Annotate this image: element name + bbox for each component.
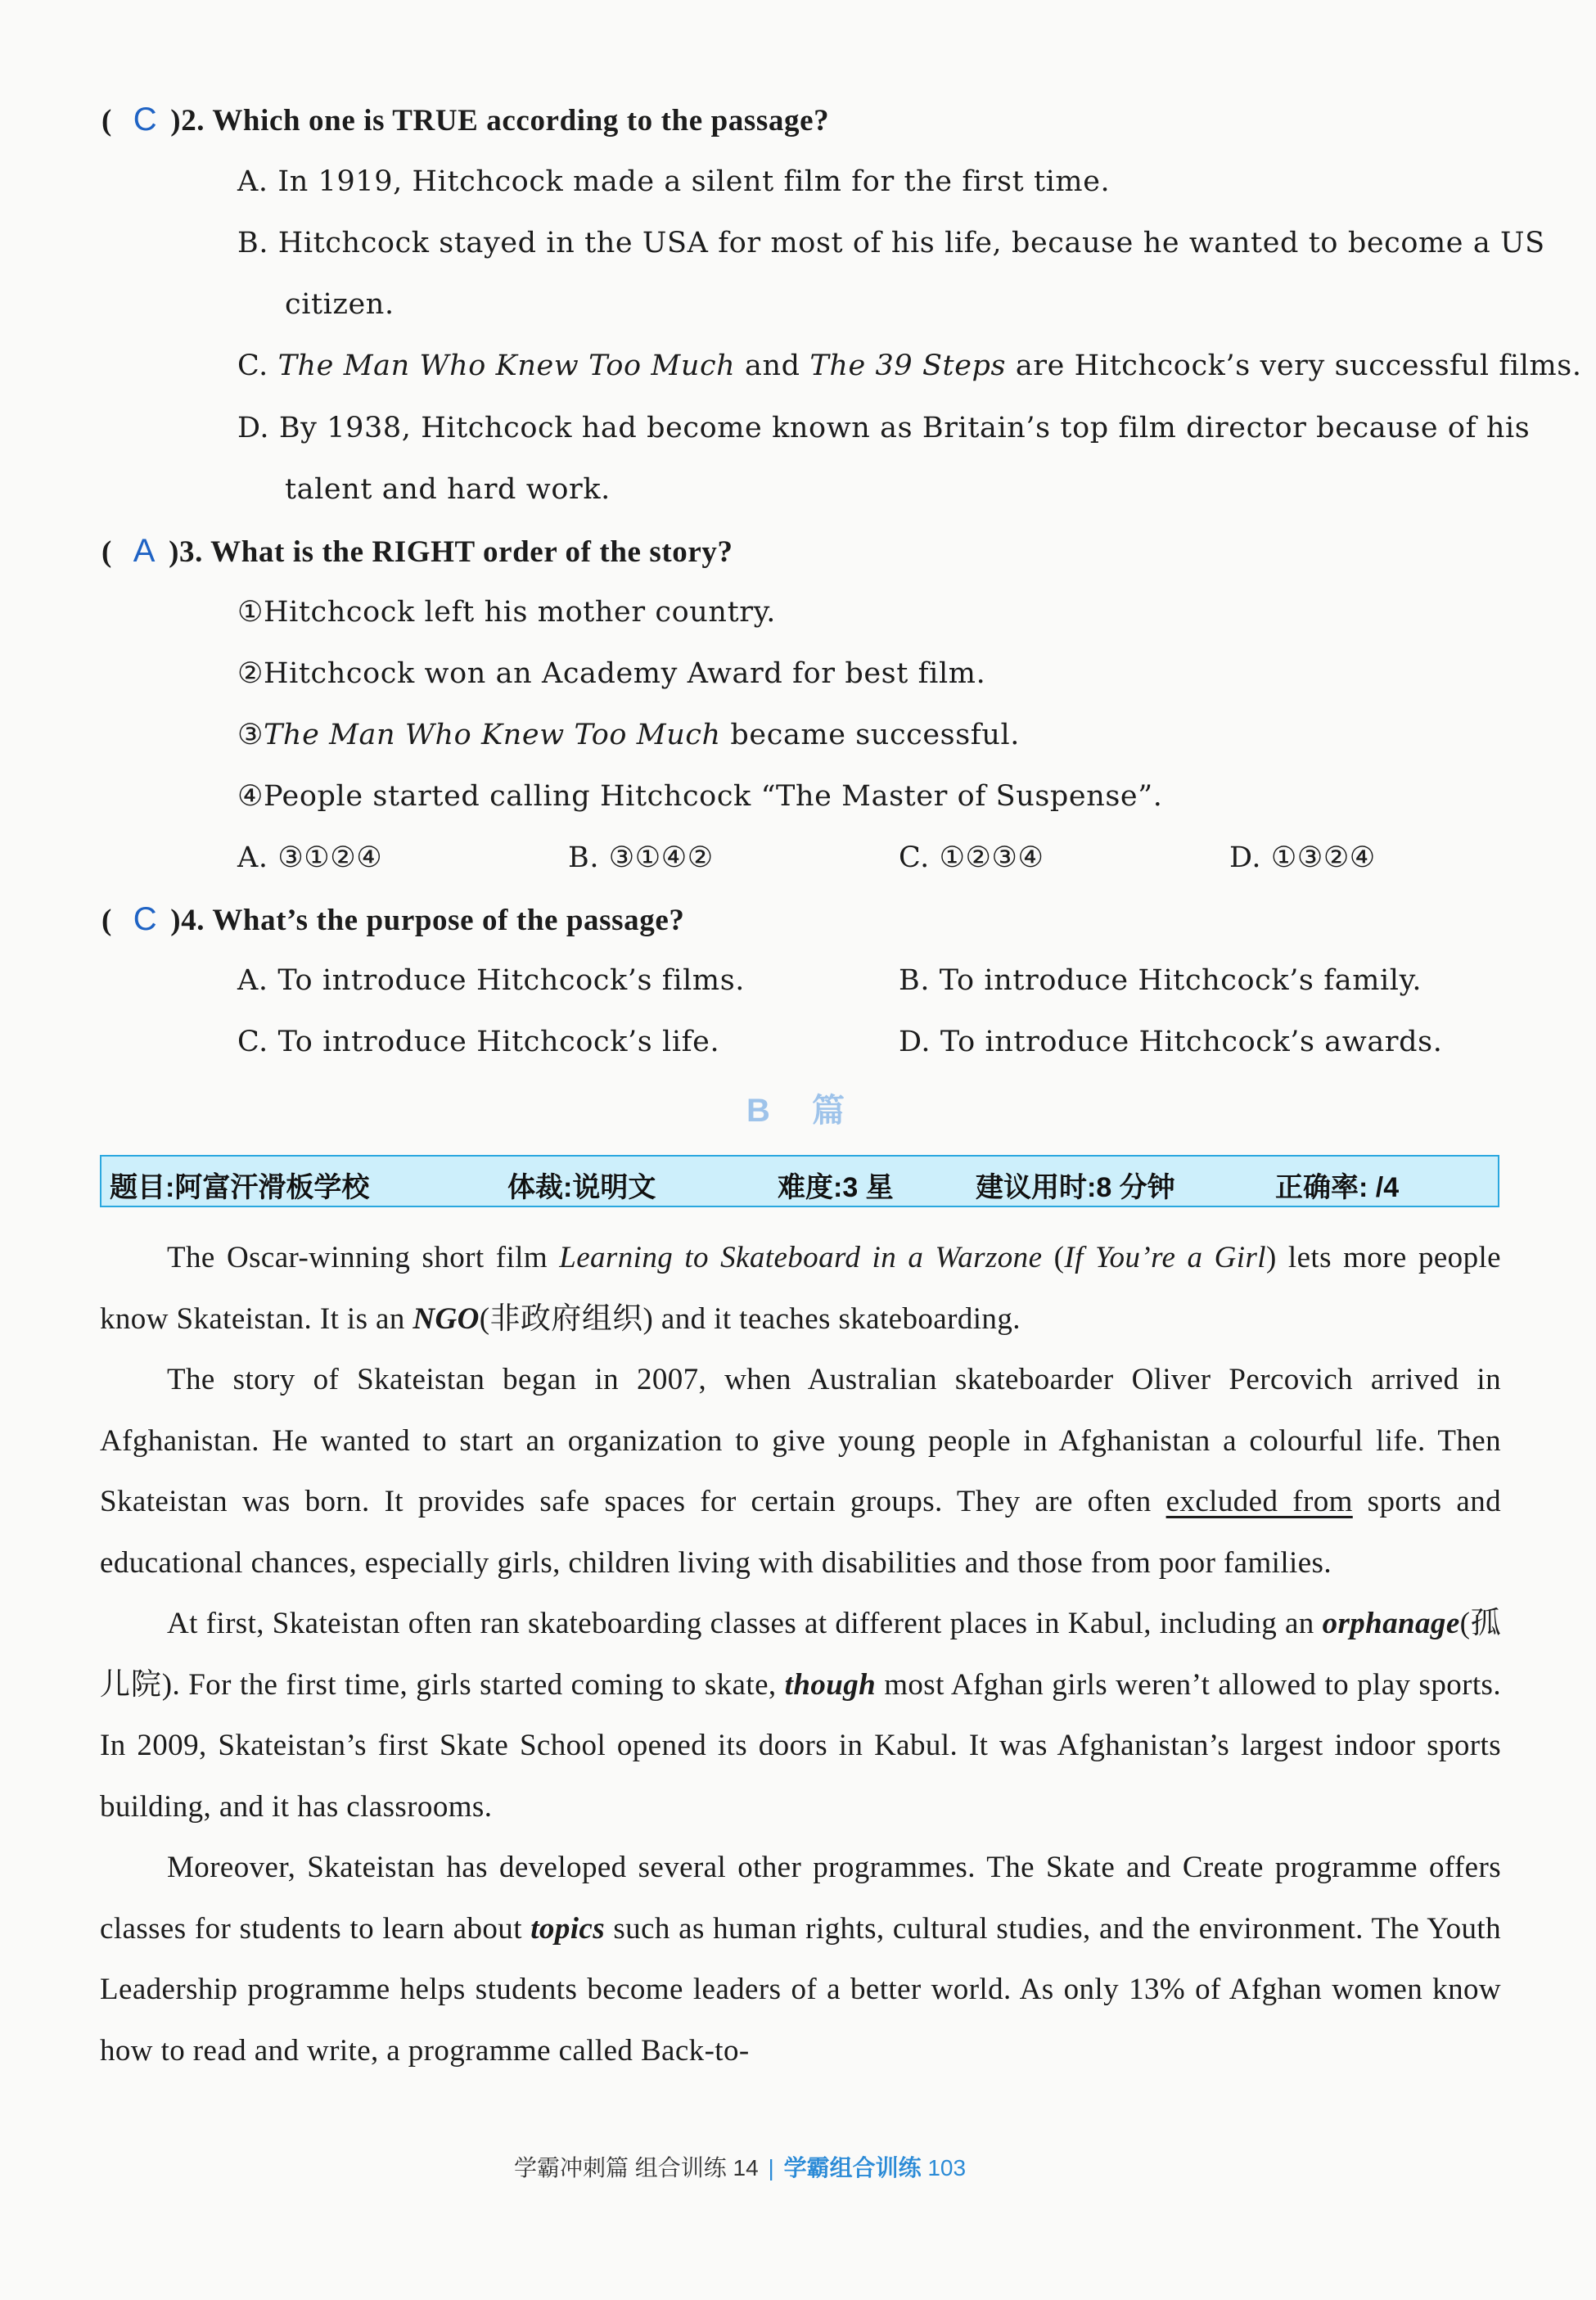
paren-open: ( <box>101 904 112 937</box>
q3-option-a: A. ③①②④ <box>237 841 383 874</box>
text: (孤儿院). For the first time, girls started coming to skate, <box>100 1607 1502 1702</box>
keyword-orphanage: orphanage <box>1322 1607 1460 1640</box>
q2-option-b-line2: citizen. <box>285 288 394 321</box>
q4-option-a: A. To introduce Hitchcock’s films. <box>237 964 745 997</box>
question-2 <box>101 101 829 139</box>
passage <box>100 1228 1501 2081</box>
keyword-topics: topics <box>530 1911 606 1946</box>
film-title: The Man Who Knew Too Much <box>277 350 736 382</box>
question-4-stem: )4. What’s the purpose of the passage? <box>170 904 685 937</box>
q2-option-b-line1: B. Hitchcock stayed in the USA for most of his life, because he wanted to become a US <box>237 227 1545 259</box>
q2-option-d-line2: talent and hard work. <box>285 473 611 506</box>
q2-option-a: A. In 1919, Hitchcock made a silent film for the first time. <box>237 165 1111 198</box>
q2-option-c <box>237 348 1582 384</box>
footer-left: 学霸冲刺篇 组合训练 14 <box>514 2155 759 2180</box>
q2-option-c-suffix: are Hitchcock’s very successful films. <box>1006 350 1582 382</box>
q3-event-3-suffix: became successful. <box>720 719 1020 751</box>
text: (非政府组织) and it teaches skateboarding. <box>479 1301 1021 1336</box>
answer-4: C <box>133 901 158 937</box>
q3-option-c: C. ①②③④ <box>899 841 1044 874</box>
footer <box>514 2150 966 2183</box>
q3-event-3 <box>237 717 1020 753</box>
paren-open: ( <box>101 535 112 569</box>
paragraph-4 <box>100 1838 1501 2081</box>
q2-option-d-line1: D. By 1938, Hitchcock had become known as Britain’s top film director because of his <box>237 412 1531 444</box>
q3-event-3-prefix: ③ <box>237 719 264 751</box>
footer-right: 学霸组合训练 <box>783 2155 922 2180</box>
q3-option-d: D. ①③②④ <box>1229 841 1376 874</box>
q3-option-b: B. ③①④② <box>568 841 714 874</box>
q3-event-2: ②Hitchcock won an Academy Award for best film. <box>237 657 986 690</box>
text: At first, Skateistan often ran skateboarding classes at different places in Kabul, including an <box>167 1607 1323 1640</box>
text: Moreover, Skateistan has developed several other programmes. The Skate and Create programme offers classes for students to learn about <box>100 1851 1501 1946</box>
keyword-though: though <box>784 1667 877 1702</box>
question-4 <box>101 901 684 939</box>
text: most Afghan girls weren’t allowed to play sports. In 2009, Skateistan’s first Skate School opened its doors in Kabul. It was Afghanistan’s largest indoor sports building, and it has classrooms. <box>100 1667 1501 1824</box>
q3-event-1: ①Hitchcock left his mother country. <box>237 596 777 629</box>
q4-option-c: C. To introduce Hitchcock’s life. <box>237 1026 720 1058</box>
film-title: Learning to Skateboard in a Warzone <box>559 1241 1043 1274</box>
info-bar <box>100 1155 1499 1207</box>
q3-event-4: ④People started calling Hitchcock “The Master of Suspense”. <box>237 780 1163 813</box>
question-3-stem: )3. What is the RIGHT order of the story? <box>169 535 733 569</box>
text: The story of Skateistan began in 2007, when Australian skateboarder Oliver Percovich arrived in Afghanistan. He wanted to start an organization to give young people in Afghanistan a colourful life. Then Skateistan was born. It provides safe spaces for certain groups. They are often <box>100 1363 1501 1518</box>
page-number: 103 <box>927 2155 967 2180</box>
film-subtitle: If You’re a Girl <box>1064 1241 1266 1274</box>
info-topic: 题目:阿富汗滑板学校 <box>110 1172 370 1203</box>
text: ) lets more people know Skateistan. It is an <box>100 1241 1501 1336</box>
info-difficulty: 难度:3 星 <box>778 1172 894 1203</box>
footer-divider: | <box>768 2155 774 2180</box>
section-title: B 篇 <box>746 1093 861 1129</box>
question-3 <box>101 533 733 570</box>
info-time: 建议用时:8 分钟 <box>976 1172 1175 1203</box>
watermark-mark <box>318 195 570 294</box>
q2-option-c-mid: and <box>735 350 810 382</box>
answer-3: A <box>133 533 156 569</box>
question-2-stem: )2. Which one is TRUE according to the passage? <box>170 104 830 138</box>
underlined-phrase: excluded from <box>1165 1485 1353 1518</box>
film-title: The Man Who Knew Too Much <box>263 719 721 751</box>
info-genre: 体裁:说明文 <box>507 1172 656 1203</box>
text: The Oscar-winning short film <box>167 1241 560 1274</box>
answer-2: C <box>133 101 158 138</box>
keyword-ngo: NGO <box>413 1301 480 1336</box>
text: sports and educational chances, especially girls, children living with disabilities and those from poor families. <box>100 1485 1501 1580</box>
info-accuracy: 正确率: /4 <box>1275 1172 1400 1203</box>
text: ( <box>1042 1241 1065 1274</box>
paragraph-2 <box>100 1350 1501 1594</box>
film-title: The 39 Steps <box>809 350 1007 382</box>
paren-open: ( <box>101 104 112 138</box>
paragraph-3 <box>100 1594 1501 1838</box>
text: such as human rights, cultural studies, and the environment. The Youth Leadership programme helps students become leaders of a better world. As only 13% of Afghan women know how to read and write, a programme called Back-to- <box>100 1911 1501 2068</box>
q4-option-d: D. To introduce Hitchcock’s awards. <box>899 1026 1443 1058</box>
paragraph-1 <box>100 1228 1501 1350</box>
q4-option-b: B. To introduce Hitchcock’s family. <box>899 964 1422 997</box>
q2-option-c-prefix: C. <box>237 350 278 382</box>
